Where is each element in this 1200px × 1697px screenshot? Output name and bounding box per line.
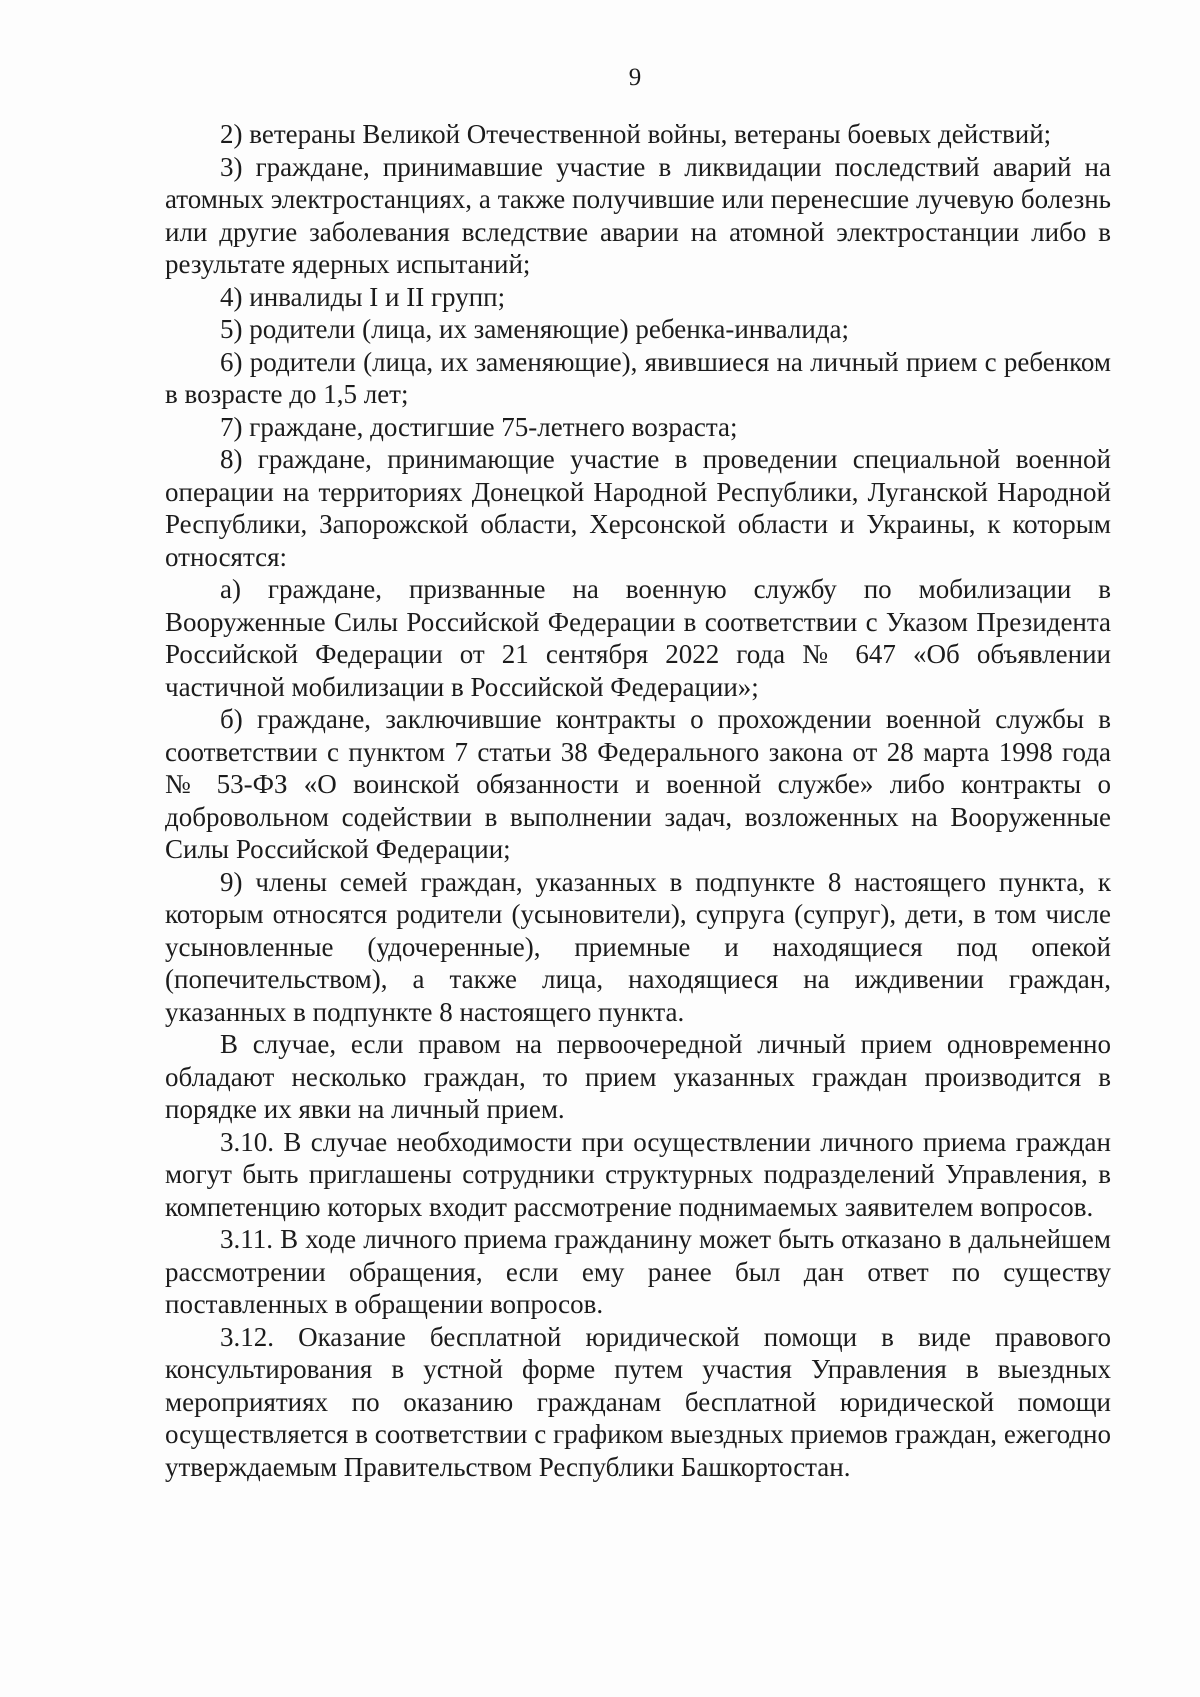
paragraph-3-12: 3.12. Оказание бесплатной юридической помощи в виде правового консультирования в устной форме путем участия Управления в выездных мероприятиях по оказанию гражданам бесплатной юридической помощи осуществляется в соответствии с графиком выездных приемов граждан, ежегодно утверждаемым Правительством Республики Башкортостан.	[165, 1321, 1111, 1482]
paragraph-disabled: 4) инвалиды I и II групп;	[220, 281, 506, 312]
paragraph-parents-disabled-child: 5) родители (лица, их заменяющие) ребенка-инвалида;	[220, 314, 850, 344]
paragraph-military-operation: 8) граждане, принимающие участие в проведении специальной военной операции на территориях Донецкой Народной Республики, Луганской Народной Республики, Запорожской области, Херсонской области и Украины, к которым относятся:	[165, 444, 1111, 572]
paragraph-parents-infant: 6) родители (лица, их заменяющие), явившиеся на личный прием с ребенком в возрасте до 1,5 лет;	[165, 346, 1111, 409]
paragraph-mobilized: а) граждане, призванные на военную службу по мобилизации в Вооруженные Силы Российской Федерации в соответствии с Указом Президента Российской Федерации от 21 сентября 2022 года № 647 «Об объявлении частичной мобилизации в Российской Федерации»;	[165, 574, 1111, 702]
document-body	[165, 118, 1111, 1483]
paragraph-chernobyl: 3) граждане, принимавшие участие в ликвидации последствий аварий на атомных электростанциях, а также получившие или перенесшие лучевую болезнь или другие заболевания вследствие аварии на атомной электростанции либо в результате ядерных испытаний;	[165, 151, 1111, 279]
paragraph-3-10: 3.10. В случае необходимости при осуществлении личного приема граждан могут быть приглашены сотрудники структурных подразделений Управления, в компетенцию которых входит рассмотрение поднимаемых заявителем вопросов.	[165, 1126, 1111, 1222]
page-number: 9	[628, 64, 642, 91]
paragraph-3-11: 3.11. В ходе личного приема гражданину может быть отказано в дальнейшем рассмотрении обращения, если ему ранее был дан ответ по существу поставленных в обращении вопросов.	[165, 1224, 1111, 1319]
paragraph-family-members: 9) члены семей граждан, указанных в подпункте 8 настоящего пункта, к которым относятся родители (усыновители), супруга (супруг), дети, в том числе усыновленные (удочеренные), приемные и находящиеся под опекой (попечительством), а также лица, находящиеся на иждивении граждан, указанных в подпункте 8 настоящего пункта.	[165, 866, 1111, 1027]
paragraph-age-75: 7) граждане, достигшие 75-летнего возраста;	[220, 411, 738, 442]
paragraph-veterans: 2) ветераны Великой Отечественной войны, ветераны боевых действий;	[220, 119, 1052, 149]
paragraph-order-of-arrival: В случае, если правом на первоочередной личный прием одновременно обладают несколько граждан, то прием указанных граждан производится в порядке их явки на личный прием.	[165, 1029, 1111, 1124]
paragraph-contractors: б) граждане, заключившие контракты о прохождении военной службы в соответствии с пунктом 7 статьи 38 Федерального закона от 28 марта 1998 года № 53-ФЗ «О воинской обязанности и военной службе» либо контракты о добровольном содействии в выполнении задач, возложенных на Вооруженные Силы Российской Федерации;	[165, 704, 1111, 864]
